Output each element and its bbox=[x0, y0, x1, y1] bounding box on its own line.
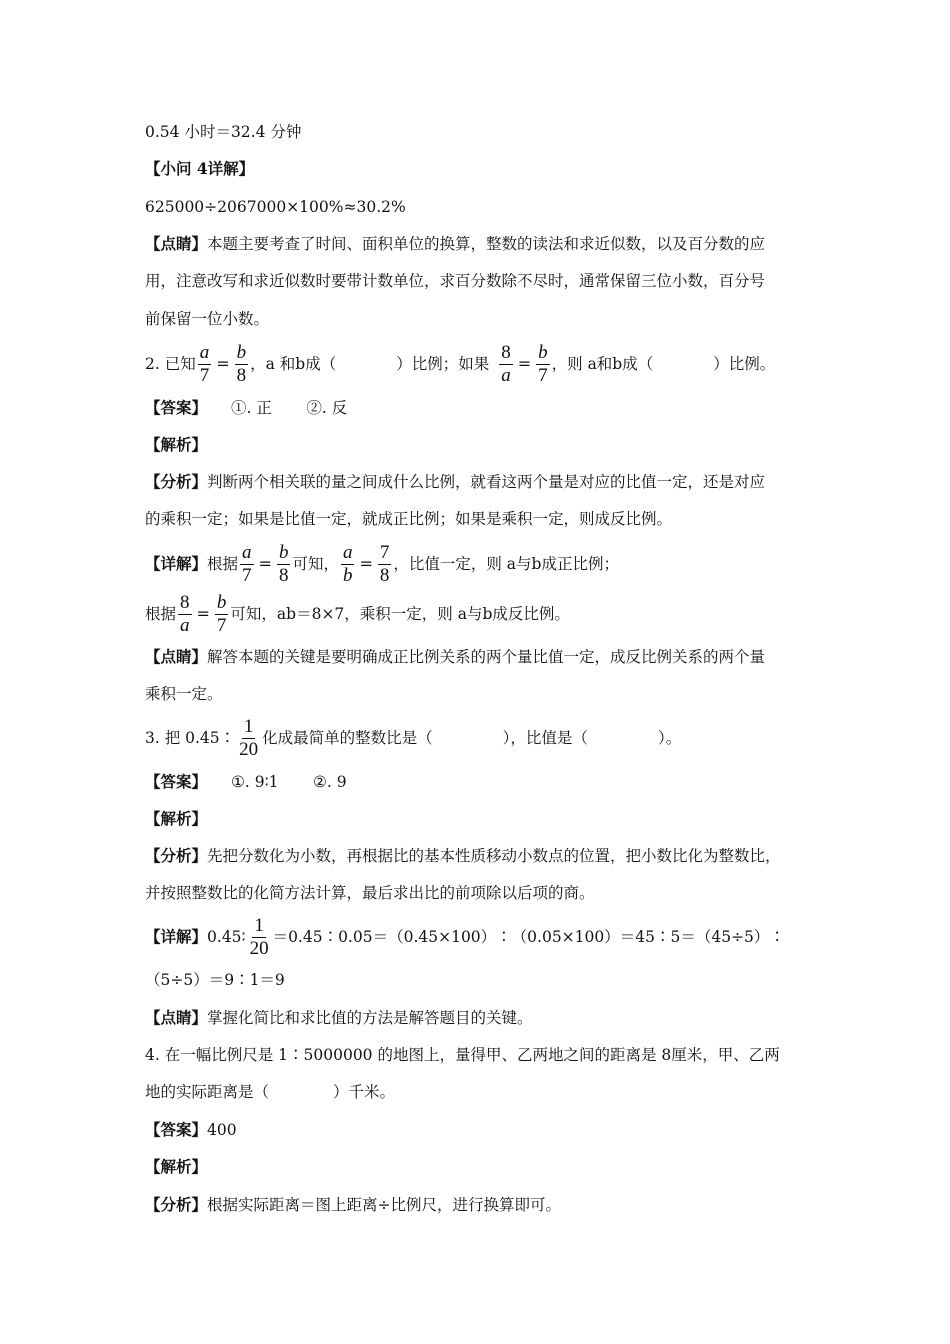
text-line: 【详解】 根据 $\frac{a}{7}$ = $\frac{b}{8}$ 可知， $\frac{a}{b}$ = $\frac{7}{8}$ ，比值一定，则 a与b成正比例； bbox=[145, 541, 619, 586]
fraction: $\frac{b}{7}$ bbox=[216, 591, 227, 636]
text-line: 【小问 4详解】 bbox=[145, 159, 255, 178]
text-line: 【解析】 bbox=[145, 809, 208, 828]
text-line: 【分析】 判断两个相关联的量之间成什么比例，就看这两个量是对应的比值一定，还是对应 bbox=[145, 472, 766, 491]
fraction: $\frac{1}{20}$ bbox=[249, 914, 269, 959]
fraction: $\frac{a}{b}$ bbox=[342, 541, 353, 586]
question-2: 2. 已知 $\frac{a}{7}$ = $\frac{b}{8}$ ，a 和b成（ ）比例；如果 $\frac{8}{a}$ = $\frac{b}{7}$ ，则 a和b成（ ）比例。 bbox=[145, 341, 776, 386]
text-line: 【点睛】 本题主要考查了时间、面积单位的换算，整数的读法和求近似数，以及百分数的应 bbox=[145, 234, 766, 253]
fraction: $\frac{1}{20}$ bbox=[239, 715, 259, 760]
question-4: 4. 在一幅比例尺是 1∶5000000 的地图上，量得甲、乙两地之间的距离是 8厘米，甲、乙两 bbox=[145, 1046, 780, 1064]
text-line: 【答案】 400 bbox=[145, 1120, 237, 1139]
fraction: $\frac{8}{a}$ bbox=[501, 341, 511, 386]
text-line: 【分析】 先把分数化为小数，再根据比的基本性质移动小数点的位置，把小数比化为整数比， bbox=[145, 846, 781, 865]
text-line: 并按照整数比的化简方法计算，最后求出比的前项除以后项的商。 bbox=[145, 884, 595, 902]
text-line: 【分析】 根据实际距离＝图上距离÷比例尺，进行换算即可。 bbox=[145, 1195, 562, 1214]
question-3: 3. 把 0.45∶ $\frac{1}{20}$ 化成最简单的整数比是（ ），比值是（ ）。 bbox=[145, 715, 682, 760]
text-line: 乘积一定。 bbox=[145, 685, 223, 703]
fraction: $\frac{8}{a}$ bbox=[180, 591, 190, 636]
fraction: $\frac{a}{7}$ bbox=[199, 341, 210, 386]
fraction: $\frac{a}{7}$ bbox=[242, 541, 252, 586]
text-line: 【答案】 ①. 9∶1 ②. 9 bbox=[145, 772, 347, 791]
text-line: 【点睛】 解答本题的关键是要明确成正比例关系的两个量比值一定，成反比例关系的两个量 bbox=[145, 647, 766, 666]
fraction: $\frac{b}{8}$ bbox=[236, 341, 247, 386]
text-line: 【解析】 bbox=[145, 1157, 208, 1176]
text-line: 0.54 小时＝32.4 分钟 bbox=[145, 123, 302, 141]
text-line: 前保留一位小数。 bbox=[145, 310, 270, 328]
text-line: 【点睛】 掌握化简比和求比值的方法是解答题目的关键。 bbox=[145, 1008, 533, 1027]
text-line: 的乘积一定；如果是比值一定，就成正比例；如果是乘积一定，则成反比例。 bbox=[145, 510, 673, 528]
text-line: 【解析】 bbox=[145, 435, 208, 454]
fraction: $\frac{7}{8}$ bbox=[379, 541, 390, 586]
text-line: 根据 $\frac{8}{a}$ = $\frac{b}{7}$ 可知，ab＝8×7，乘积一定，则 a与b成反比例。 bbox=[145, 591, 570, 636]
text-line: 用，注意改写和求近似数时要带计数单位，求百分数除不尽时，通常保留三位小数，百分号 bbox=[145, 272, 766, 290]
fraction: $\frac{b}{7}$ bbox=[538, 341, 548, 386]
text-line: 【答案】 ①. 正 ②. 反 bbox=[145, 398, 348, 417]
text-line: 【详解】 0.45∶ $\frac{1}{20}$ ＝0.45∶0.05＝（0.45×100）∶（0.05×100）＝45∶5＝（45÷5）∶ bbox=[145, 914, 785, 959]
text-line: （5÷5）＝9∶1＝9 bbox=[145, 971, 285, 989]
text-line: 地的实际距离是（ ）千米。 bbox=[145, 1083, 396, 1101]
fraction: $\frac{b}{8}$ bbox=[278, 541, 289, 586]
text-line: 625000÷2067000×100%≈30.2% bbox=[145, 198, 406, 216]
